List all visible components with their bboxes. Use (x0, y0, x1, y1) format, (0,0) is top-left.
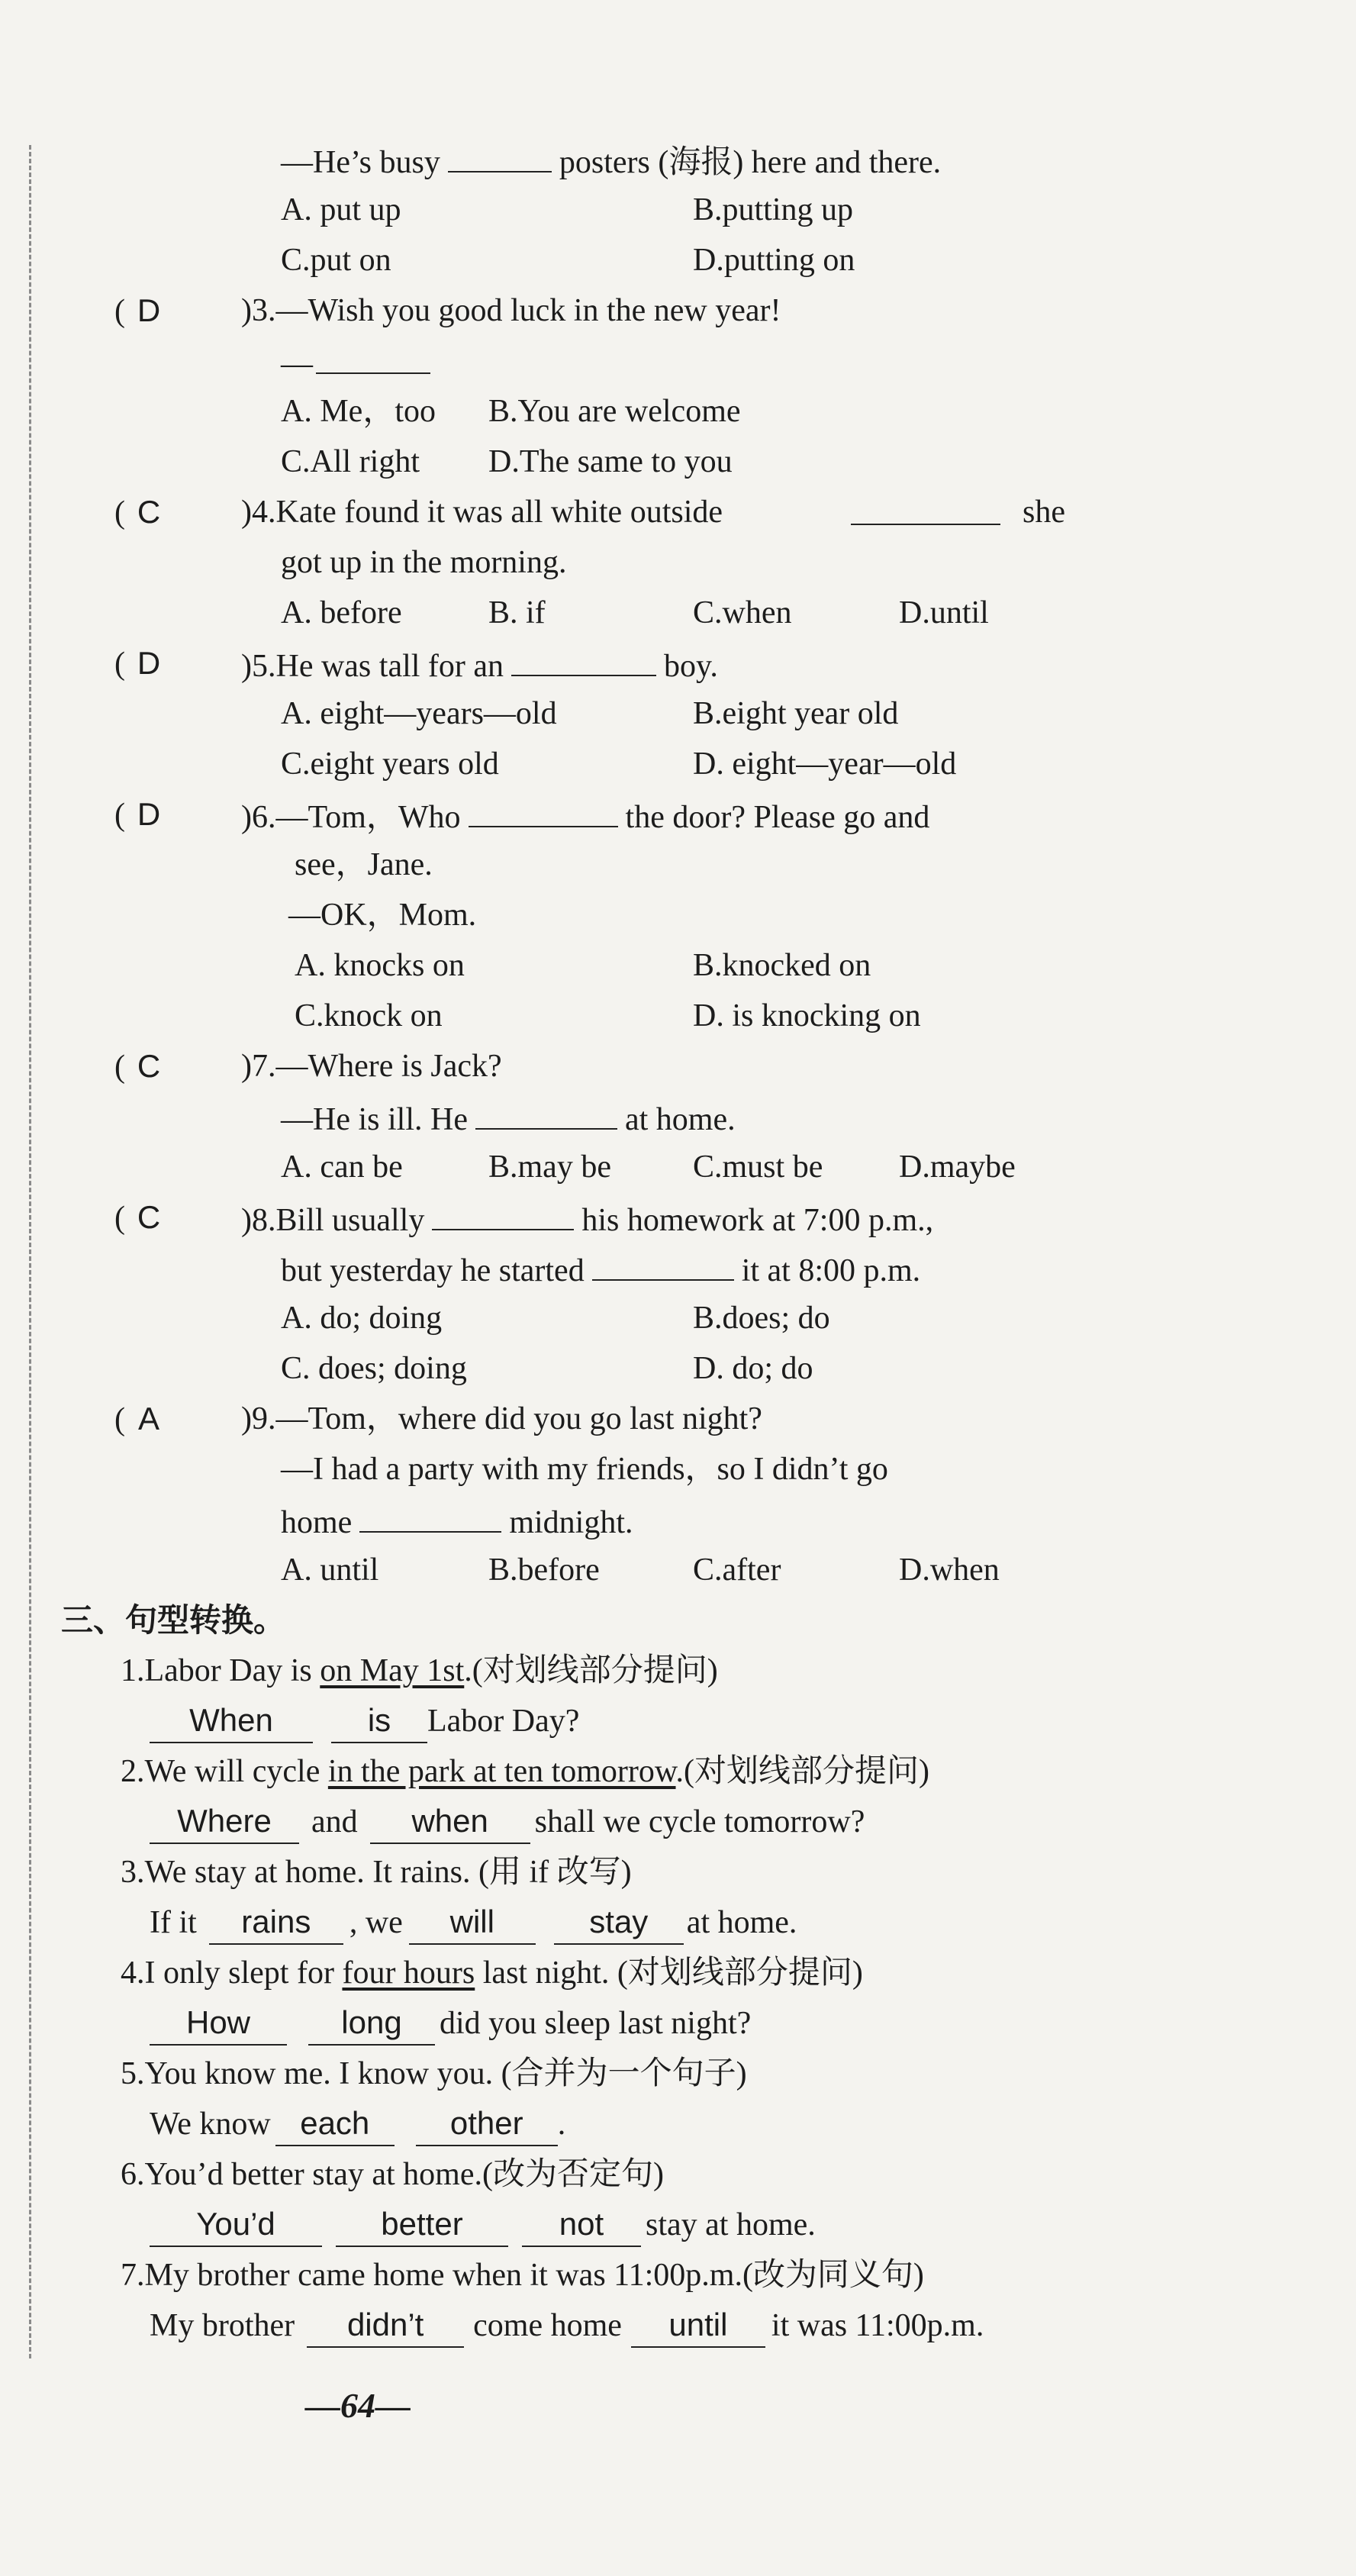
s3-pre: If it (150, 1905, 197, 1940)
q5-option-c: C.eight years old (281, 746, 499, 782)
q5-stem-end: boy. (664, 649, 718, 684)
s4-tail: did you sleep last night? (440, 2006, 752, 2041)
s5-question-row (0, 2049, 1356, 2099)
q8-stem-end: his homework at 7:00 p.m., (581, 1203, 934, 1238)
s3-fill-3: stay (554, 1901, 684, 1945)
q8-stem: )8.Bill usually (241, 1203, 425, 1238)
q3-blank (316, 336, 430, 374)
q3-option-d: D.The same to you (488, 444, 733, 479)
q6-stem-row2 (0, 840, 1356, 890)
q6-answer: D (137, 796, 163, 832)
q4-stem2: got up in the morning. (281, 545, 567, 580)
s5-fill-2: other (416, 2102, 558, 2146)
q8-stem2: but yesterday he started (281, 1253, 585, 1288)
q5-stem: )5.He was tall for an (241, 649, 504, 684)
q6-stem: )6.—Tom，Who (241, 800, 461, 835)
s4-fill-2: long (308, 2001, 435, 2046)
s5-pre: We know (150, 2107, 271, 2142)
s4-fill-1: How (150, 2001, 287, 2046)
q4-stem-end: she (1023, 495, 1065, 530)
s4-underlined: four hours (342, 1955, 475, 1991)
s2-fill-2: when (370, 1800, 530, 1844)
s3-fill-2: will (409, 1901, 536, 1945)
q2-option-a: A. put up (281, 192, 401, 227)
s7-question-row (0, 2250, 1356, 2300)
q3-dash: — (281, 347, 313, 382)
q8-stem-row (0, 1192, 1356, 1243)
q8-stem-row2 (0, 1243, 1356, 1293)
s6-fill-2: better (336, 2203, 508, 2247)
q6-stem3: —OK，Mom. (288, 898, 477, 933)
q8-blank-1 (432, 1192, 574, 1230)
q9-stem-row (0, 1394, 1356, 1444)
s2-question-row (0, 1746, 1356, 1797)
s5-answer-row (0, 2099, 1356, 2149)
q5-answer: D (137, 645, 163, 681)
q6-stem-row3 (0, 890, 1356, 940)
q6-option-a: A. knocks on (295, 948, 465, 983)
s1-tail: Labor Day? (427, 1704, 580, 1739)
q9-option-a: A. until (281, 1552, 379, 1588)
s2-instruction: .(对划线部分提问) (675, 1754, 929, 1789)
q9-stem-row3 (0, 1494, 1356, 1545)
q5-option-a: A. eight—years—old (281, 696, 557, 731)
s6-text: 6.You’d better stay at home.(改为否定句) (121, 2157, 664, 2192)
q8-stem2-end: it at 8:00 p.m. (741, 1253, 921, 1288)
q6-option-c: C.knock on (295, 998, 443, 1033)
q8-answer: C (137, 1199, 163, 1235)
q2-options-row1 (0, 185, 1356, 235)
page-number: —64— (305, 2386, 411, 2425)
q9-stem-row2 (0, 1444, 1356, 1494)
s7-pre: My brother (150, 2308, 295, 2343)
q6-options-row2 (0, 991, 1356, 1041)
q7-stem: )7.—Where is Jack? (241, 1049, 502, 1084)
q4-stem: )4.Kate found it was all white outside (241, 495, 723, 530)
q7-option-c: C.must be (693, 1149, 823, 1185)
q2-option-b: B.putting up (693, 192, 854, 227)
s3-question-row (0, 1847, 1356, 1897)
q7-stem2: —He is ill. He (281, 1102, 468, 1137)
q6-stem-row (0, 789, 1356, 840)
s7-mid: come home (473, 2308, 622, 2343)
q3-dash-row (0, 336, 1356, 386)
s7-text: 7.My brother came home when it was 11:00p.m.(改为同义句) (121, 2258, 924, 2293)
s3-mid: , we (349, 1905, 403, 1940)
q3-answer: D (137, 292, 163, 328)
s1-answer-row (0, 1696, 1356, 1746)
s1-fill-1: When (150, 1699, 313, 1743)
s2-answer-row (0, 1797, 1356, 1847)
q7-option-a: A. can be (281, 1149, 403, 1185)
q7-stem2-end: at home. (624, 1102, 736, 1137)
q7-stem-row2 (0, 1091, 1356, 1142)
q8-option-c: C. does; doing (281, 1351, 467, 1386)
s2-underlined: in the park at ten tomorrow (327, 1754, 676, 1789)
q7-option-d: D.maybe (899, 1149, 1016, 1185)
section3-title-row (0, 1595, 1356, 1646)
q4-option-a: A. before (281, 595, 402, 630)
q2-option-c: C.put on (281, 243, 391, 278)
q9-answer: A (137, 1401, 161, 1436)
q9-option-c: C.after (693, 1552, 781, 1588)
q8-options-row1 (0, 1293, 1356, 1343)
q3-answer-box: ( D (114, 285, 172, 337)
s5-text: 5.You know me. I know you. (合并为一个句子) (121, 2056, 747, 2091)
q5-blank (511, 638, 656, 676)
q9-stem2: —I had a party with my friends，so I didn’t go (281, 1452, 888, 1487)
q2-stem-row (0, 134, 1356, 185)
q6-blank (469, 789, 618, 827)
q9-stem3: home (281, 1505, 353, 1540)
q4-blank (851, 487, 1000, 525)
q6-answer-box: ( D (114, 789, 172, 840)
s1-underlined: on May 1st (320, 1653, 465, 1688)
q9-options-row (0, 1545, 1356, 1595)
q4-option-b: B. if (488, 595, 546, 630)
s7-answer-row (0, 2300, 1356, 2351)
q2-option-d: D.putting on (693, 243, 855, 278)
q6-stem-end: the door? Please go and (625, 800, 930, 835)
q6-option-d: D. is knocking on (693, 998, 921, 1033)
q3-options-row2 (0, 437, 1356, 487)
q8-option-b: B.does; do (693, 1301, 830, 1336)
q9-answer-box: ( A (114, 1394, 172, 1445)
q8-options-row2 (0, 1343, 1356, 1394)
q9-option-d: D.when (899, 1552, 1000, 1588)
q4-answer-box: ( C (114, 487, 172, 538)
q5-options-row2 (0, 739, 1356, 789)
q8-option-a: A. do; doing (281, 1301, 443, 1336)
s6-question-row (0, 2149, 1356, 2200)
q4-stem-row (0, 487, 1356, 537)
s4-instruction: last night. (对划线部分提问) (475, 1955, 863, 1991)
q6-stem2: see，Jane. (295, 847, 433, 882)
q3-options-row1 (0, 386, 1356, 437)
q8-answer-box: ( C (114, 1192, 172, 1243)
q2-blank (448, 134, 552, 172)
s7-fill-2: until (631, 2304, 765, 2348)
q8-option-d: D. do; do (693, 1351, 813, 1386)
s1-fill-2: is (331, 1699, 427, 1743)
q2-stem: —He’s busy (281, 145, 440, 180)
s7-tail: it was 11:00p.m. (771, 2308, 984, 2343)
q5-options-row1 (0, 688, 1356, 739)
q5-stem-row (0, 638, 1356, 688)
s4-text: 4.I only slept for (121, 1955, 343, 1991)
s7-fill-1: didn’t (307, 2304, 464, 2348)
s3-fill-1: rains (209, 1901, 343, 1945)
s1-instruction: .(对划线部分提问) (464, 1653, 718, 1688)
s2-fill-1: Where (150, 1800, 299, 1844)
s3-tail: at home. (686, 1905, 797, 1940)
q7-blank (475, 1091, 617, 1130)
q4-option-c: C.when (693, 595, 792, 630)
s4-question-row (0, 1948, 1356, 1998)
s3-answer-row (0, 1897, 1356, 1948)
s3-text: 3.We stay at home. It rains. (用 if 改写) (121, 1855, 632, 1890)
q2-stem-after: posters (海报) here and there. (559, 145, 942, 180)
q6-options-row1 (0, 940, 1356, 991)
s5-tail: . (557, 2107, 566, 2142)
s6-fill-1: You’d (150, 2203, 322, 2247)
q3-option-c: C.All right (281, 444, 420, 479)
q4-stem-row2 (0, 537, 1356, 588)
s2-tail: shall we cycle tomorrow? (534, 1804, 865, 1839)
q6-option-b: B.knocked on (693, 948, 871, 983)
q4-options-row (0, 588, 1356, 638)
s4-answer-row (0, 1998, 1356, 2049)
q4-option-d: D.until (899, 595, 989, 630)
s1-question-row (0, 1646, 1356, 1696)
q9-stem: )9.—Tom，where did you go last night? (241, 1401, 762, 1436)
q4-answer: C (137, 494, 163, 530)
q3-stem-row (0, 285, 1356, 336)
q3-stem: )3.—Wish you good luck in the new year! (241, 293, 781, 328)
q3-option-a: A. Me，too (281, 394, 436, 429)
q7-answer-box: ( C (114, 1041, 172, 1092)
q7-options-row (0, 1142, 1356, 1192)
q5-option-b: B.eight year old (693, 696, 899, 731)
s2-text: 2.We will cycle (121, 1754, 328, 1789)
s6-answer-row (0, 2200, 1356, 2250)
s1-text: 1.Labor Day is (121, 1653, 320, 1688)
q7-option-b: B.may be (488, 1149, 611, 1185)
s2-mid: and (311, 1804, 358, 1839)
q3-option-b: B.You are welcome (488, 394, 741, 429)
s5-fill-1: each (275, 2102, 395, 2146)
q8-blank-2 (592, 1243, 734, 1281)
q7-stem-row (0, 1041, 1356, 1091)
q9-stem3-end: midnight. (509, 1505, 633, 1540)
q9-option-b: B.before (488, 1552, 600, 1588)
section3-title: 三、句型转换。 (61, 1601, 286, 1639)
q7-answer: C (137, 1048, 163, 1084)
q5-option-d: D. eight—year—old (693, 746, 957, 782)
s6-fill-3: not (522, 2203, 641, 2247)
q9-blank (359, 1494, 501, 1533)
q2-options-row2 (0, 235, 1356, 285)
s6-tail: stay at home. (646, 2207, 816, 2242)
q5-answer-box: ( D (114, 638, 172, 689)
